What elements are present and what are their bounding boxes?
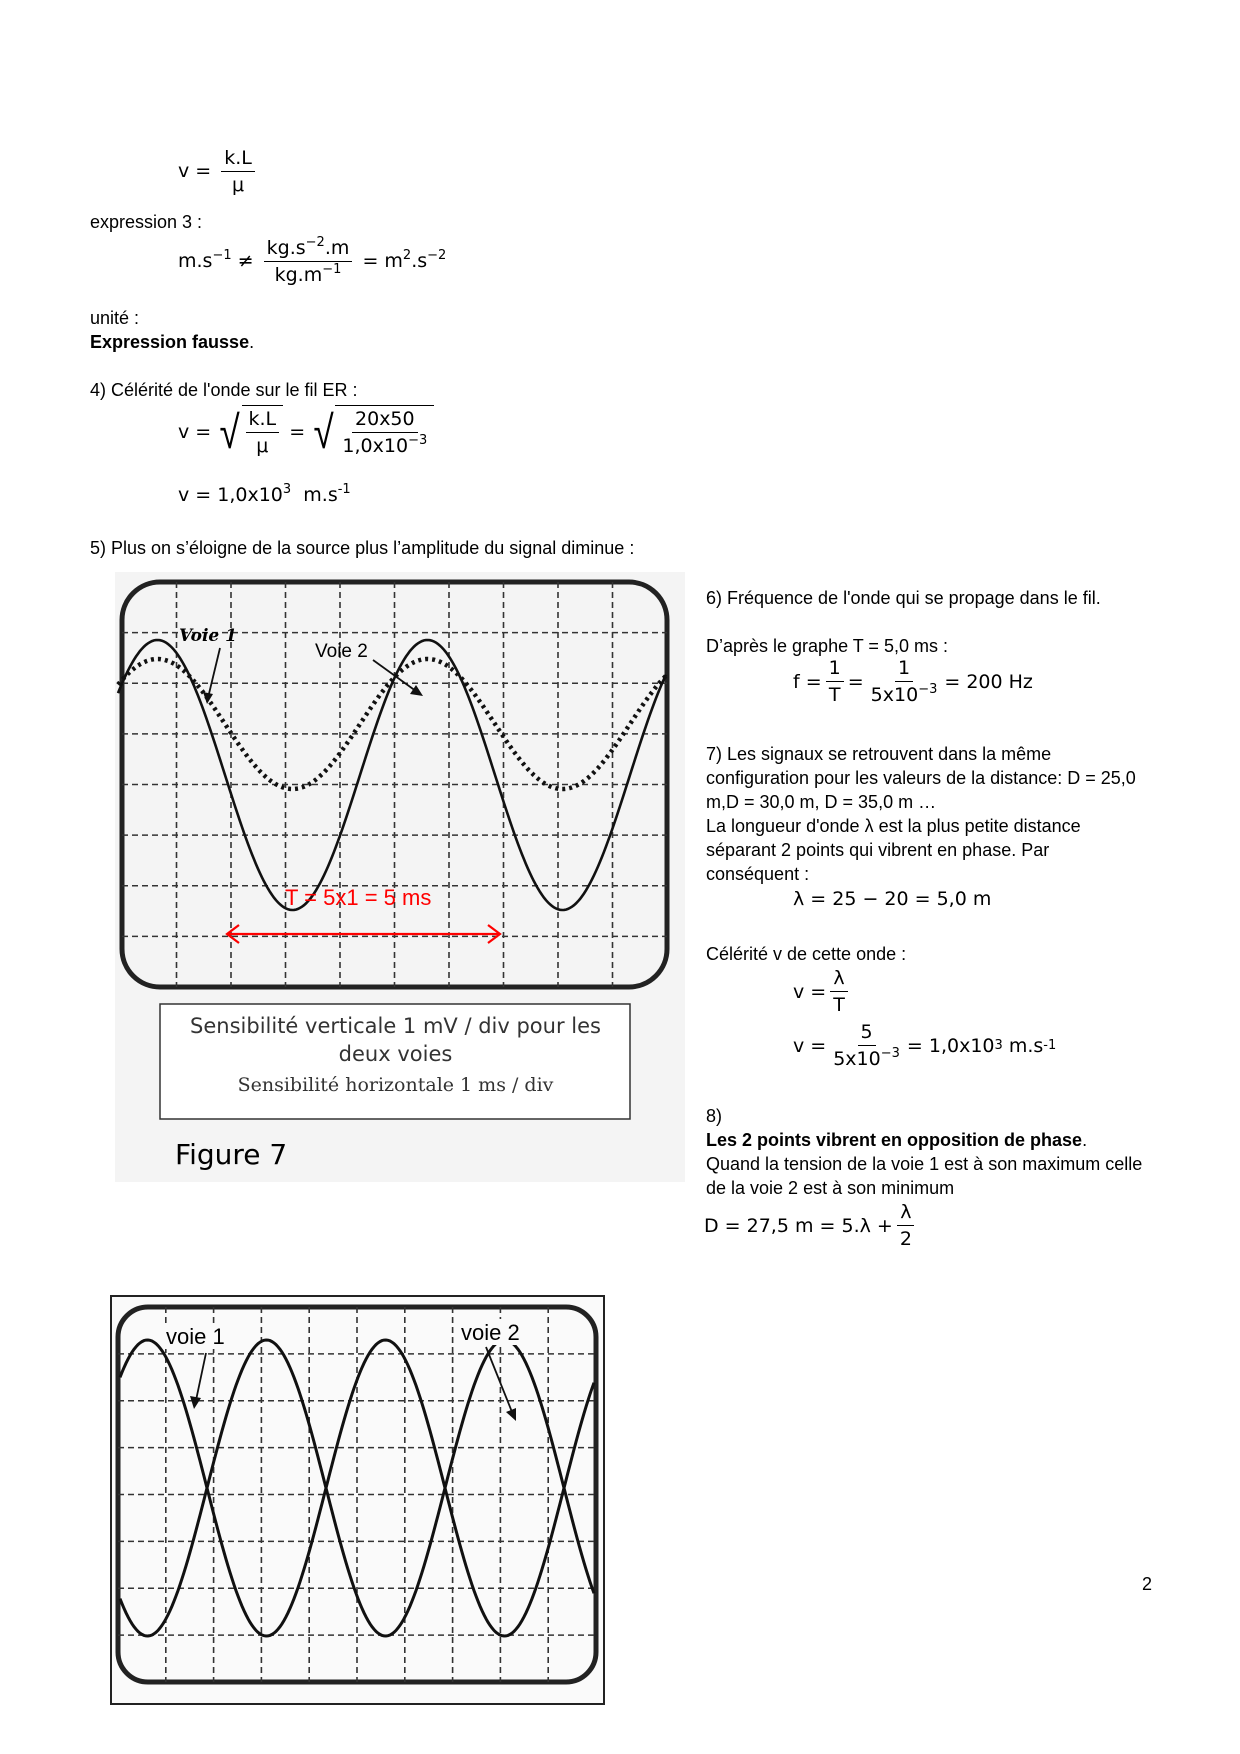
section-4-title: 4) Célérité de l'onde sur le fil ER : bbox=[90, 380, 358, 400]
voie-1-label-opposition: voie 1 bbox=[166, 1324, 225, 1349]
unit-equation: $m.s^{-1}$ ≠ $\frac{kg.s^{-2}.m}{kg.m^{-1}}$ = $m^2.s^{-2}$ bbox=[178, 235, 447, 286]
section-8-number: 8) bbox=[706, 1106, 723, 1126]
voie-2-label: Voie 2 bbox=[315, 641, 368, 662]
vertical-sensitivity-text: Sensibilité verticale 1 mV / div pour les deux voies bbox=[190, 1014, 601, 1066]
celerity-sqrt-equation: v = √ $\frac{k.L}{\mu}$ = √ $\frac{20x50}{1,0x10^{-3}}$ bbox=[178, 405, 434, 458]
section-6-period: D’après le graphe T = 5,0 ms : bbox=[706, 636, 948, 656]
lambda-equation: λ = 25 − 20 = 5,0 m bbox=[793, 888, 992, 910]
section-6-title: 6) Fréquence de l'onde qui se propage dans le fil. bbox=[706, 588, 1101, 608]
formula-v-kl-mu: v = $\frac{k.L}{\mu}$ bbox=[178, 146, 259, 197]
conclusion-expression-fausse: Expression fausse. bbox=[90, 332, 255, 352]
unite-label: unité : bbox=[90, 308, 140, 328]
voie-2-label-opposition: voie 2 bbox=[461, 1320, 520, 1345]
section-7-paragraph-2: La longueur d'onde λ est la plus petite distance séparant 2 points qui vibrent en phase. Par conséquent : bbox=[706, 816, 1081, 884]
section-8-paragraph: Quand la tension de la voie 1 est à son maximum celle de la voie 2 est à son minimum bbox=[706, 1154, 1143, 1198]
voie-2-curve bbox=[118, 659, 666, 789]
celerity-label: Célérité v de cette onde : bbox=[706, 944, 907, 964]
frequency-equation: f = $\frac{1}{T}$ = $\frac{1}{5x10^{-3}}$ = 200 Hz bbox=[793, 657, 1033, 706]
voie-1-label: Voie 1 bbox=[179, 626, 237, 646]
v-result-equation: v = $\frac{5}{5x10^{-3}}$ = 1,0x10 3 m.s -1 bbox=[793, 1021, 1057, 1070]
celerity-result: $v = 1,0x10^3$ $m.s^{-1}$ bbox=[178, 482, 351, 506]
v-lambda-over-t: v = $\frac{\lambda}{T}$ bbox=[793, 966, 852, 1017]
figure-opposition-phase bbox=[110, 1295, 605, 1705]
figure-7 bbox=[115, 572, 685, 1182]
section-5-title: 5) Plus on s’éloigne de la source plus l’amplitude du signal diminue : bbox=[90, 538, 635, 558]
voie-1-arrow-opposition bbox=[195, 1353, 206, 1405]
section-8-bold-statement: Les 2 points vibrent en opposition de phase. bbox=[706, 1130, 1088, 1150]
distance-equation: D = 27,5 m = 5.λ + $\frac{\lambda}{2}$ bbox=[704, 1200, 919, 1251]
section-7-paragraph-1: 7) Les signaux se retrouvent dans la même configuration pour les valeurs de la distance: D = 25,0 m,D = 30,0 m, D = 35,0 m … bbox=[706, 744, 1136, 812]
expression-3-label: expression 3 : bbox=[90, 212, 203, 232]
figure-opposition-oscilloscope bbox=[110, 1295, 605, 1705]
osc2-grid bbox=[118, 1307, 596, 1682]
page-number: 2 bbox=[1142, 1574, 1153, 1594]
figure-7-caption: Figure 7 bbox=[175, 1138, 288, 1171]
period-label: T = 5x1 = 5 ms bbox=[285, 885, 432, 910]
horizontal-sensitivity-text: Sensibilité horizontale 1 ms / div bbox=[237, 1074, 554, 1096]
